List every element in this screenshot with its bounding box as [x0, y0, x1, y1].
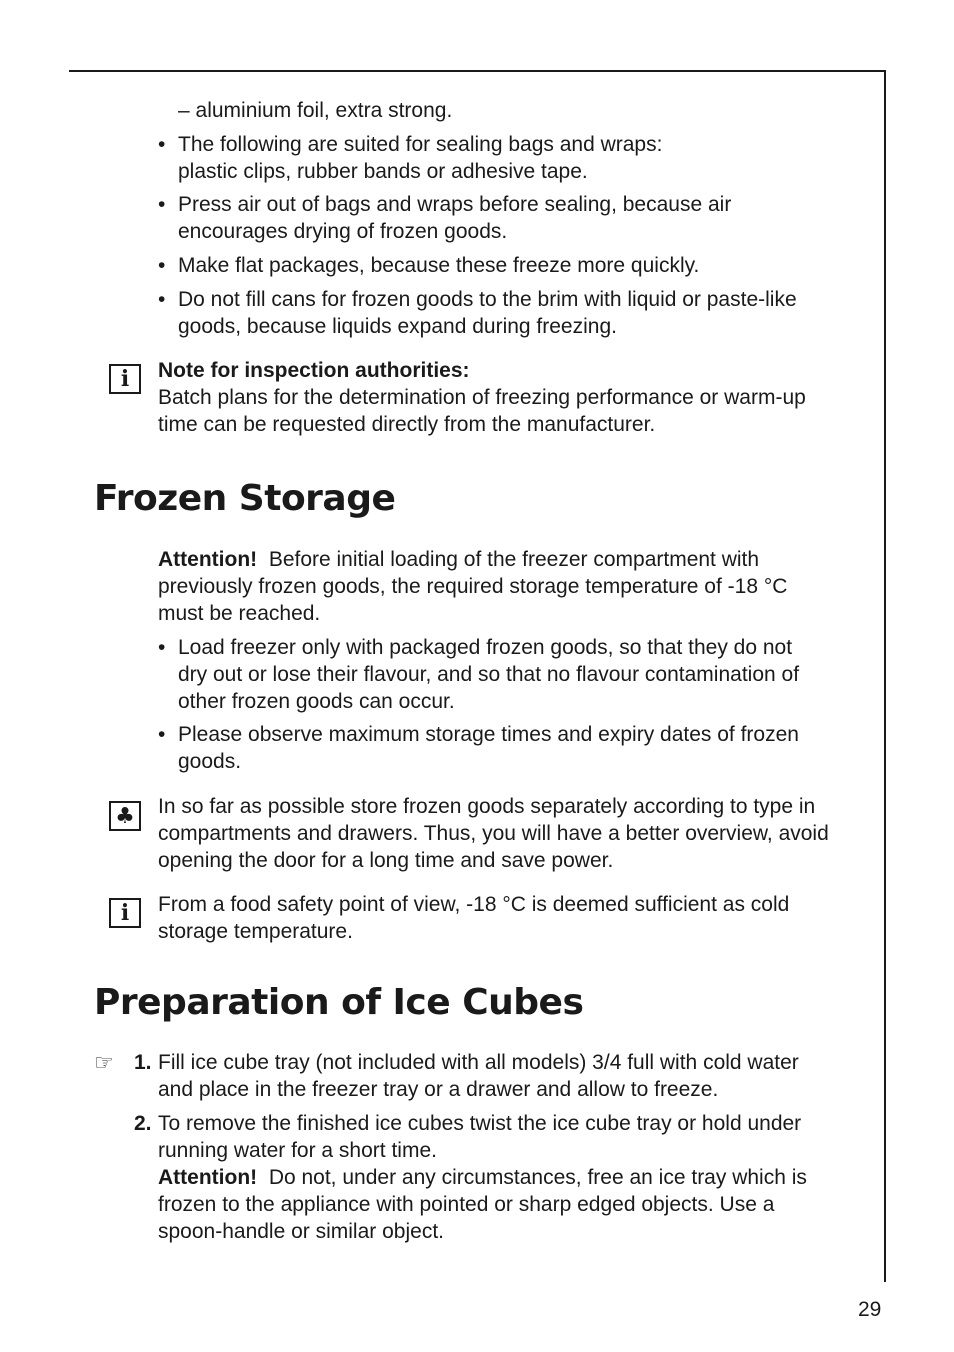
eco-tip: In so far as possible store frozen goods separately according to type in compartments and drawers. Thus, you will have a better overview, avoid opening the door for a long time and save power. — [158, 795, 829, 872]
attention-label: Attention! — [158, 1166, 258, 1189]
step-2: To remove the finished ice cubes twist the ice cube tray or hold under running water for a short time. Attention! Do not, under any circumstances, free an ice tray which is frozen to the appliance with pointed or sharp edged objects. Use a spoon-handle or similar object. — [158, 1112, 807, 1243]
top-rule — [69, 70, 886, 72]
dash-item: – aluminium foil, extra strong. — [178, 99, 453, 122]
note-title: Note for inspection authorities: — [158, 359, 470, 382]
attention-label: Attention! — [158, 548, 258, 571]
step-1: Fill ice cube tray (not included with all models) 3/4 full with cold water and place in the freezer tray or a drawer and allow to freeze. — [158, 1051, 799, 1101]
attention-paragraph: Attention! Before initial loading of the freezer compartment with previously frozen goods, the required storage temperature of -18 °C must be reached. — [158, 548, 788, 625]
food-safety-tip: From a food safety point of view, -18 °C is deemed sufficient as cold storage temperature. — [158, 893, 790, 943]
page-number: 29 — [858, 1298, 882, 1321]
section-heading-ice-cubes: Preparation of Ice Cubes — [94, 982, 584, 1023]
section-heading-frozen-storage: Frozen Storage — [94, 478, 396, 519]
clover-icon: ♣ — [109, 801, 141, 831]
pointing-hand-icon: ☞ — [94, 1051, 114, 1076]
info-icon: i — [109, 364, 141, 394]
right-rule — [884, 70, 886, 1282]
step-number: 1. — [134, 1051, 152, 1074]
step-number: 2. — [134, 1112, 152, 1135]
inspection-note: Note for inspection authorities: Batch plans for the determination of freezing performance or warm-up time can be requested directly from the manufacturer. — [158, 359, 806, 436]
info-icon: i — [109, 898, 141, 928]
